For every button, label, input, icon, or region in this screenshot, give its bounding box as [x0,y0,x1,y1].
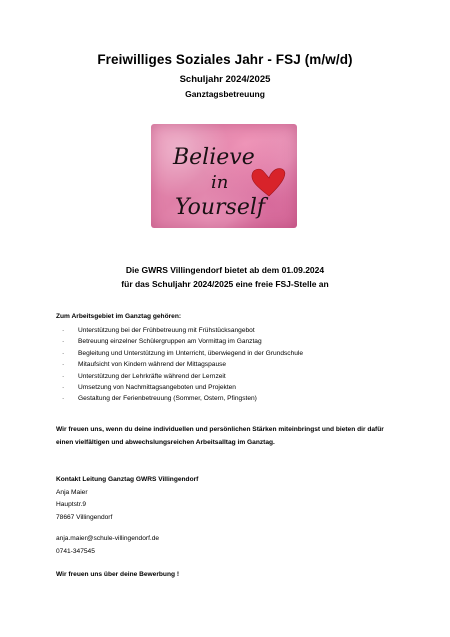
motivation-paragraph: Wir freuen uns, wenn du deine individuellen und persönlichen Stärken miteinbringst und bieten dir dafür einen vielfältigen und abwechslungsreichen Arbeitsalltag im Ganztag. [56,426,384,446]
bullet-icon: · [62,338,65,346]
list-item [56,382,303,393]
list-item [56,393,303,404]
task-text: Umsetzung von Nachmittagsangeboten und Projekten [78,383,236,391]
contact-email[interactable]: anja.maier@schule-villingendorf.de [56,535,160,542]
task-text: Gestaltung der Ferienbetreuung (Sommer, Ostern, Pfingsten) [78,395,257,403]
heart-icon [252,169,285,196]
believe-in-yourself-artwork [151,124,297,228]
image-text-in: in [211,172,229,193]
bullet-icon: · [62,327,65,334]
task-text: Unterstützung der Lehrkräfte während der Lernzeit [78,372,226,380]
bullet-icon: · [62,361,65,369]
bullet-icon: · [62,395,65,403]
school-year: Schuljahr 2024/2025 [179,74,271,85]
image-text-yourself: Yourself [175,195,266,220]
list-item [56,325,303,336]
image-text-believe: Believe [173,145,255,170]
page-title: Freiwilliges Soziales Jahr - FSJ (m/w/d) [97,52,353,67]
bullet-icon: · [62,349,65,357]
contact-heading: Kontakt Leitung Ganztag GWRS Villingendorf [56,476,199,483]
tasks-heading: Zum Arbeitsgebiet im Ganztag gehören: [56,313,182,320]
list-item [56,371,303,382]
bullet-icon: · [62,383,65,391]
task-text: Unterstützung bei der Frühbetreuung mit Frühstücksangebot [78,327,255,334]
task-text: Betreuung einzelner Schülergruppen am Vormittag im Ganztag [78,338,262,346]
bullet-icon: · [62,372,65,380]
task-text: Begleitung und Unterstützung im Unterricht, überwiegend in der Grundschule [78,349,304,357]
list-item [56,359,303,370]
list-item [56,336,303,347]
contact-street: Hauptstr.9 [56,501,87,508]
contact-phone: 0741-347545 [56,547,95,555]
area-subtitle: Ganztagsbetreuung [185,89,265,99]
contact-city: 78667 Villingendorf [56,513,113,521]
closing-line: Wir freuen uns über deine Bewerbung ! [56,571,180,578]
offer-line-1: Die GWRS Villingendorf bietet ab dem 01.09.2024 [125,265,325,275]
contact-block [56,474,198,524]
tasks-list [56,325,303,405]
believe-in-yourself-image [151,124,297,228]
list-item [56,348,303,359]
contact-details [56,533,159,558]
task-text: Mitaufsicht von Kindern während der Mittagspause [78,361,227,369]
contact-name: Anja Maier [56,488,88,496]
offer-line-2: für das Schuljahr 2024/2025 eine freie FSJ-Stelle an [121,279,329,289]
